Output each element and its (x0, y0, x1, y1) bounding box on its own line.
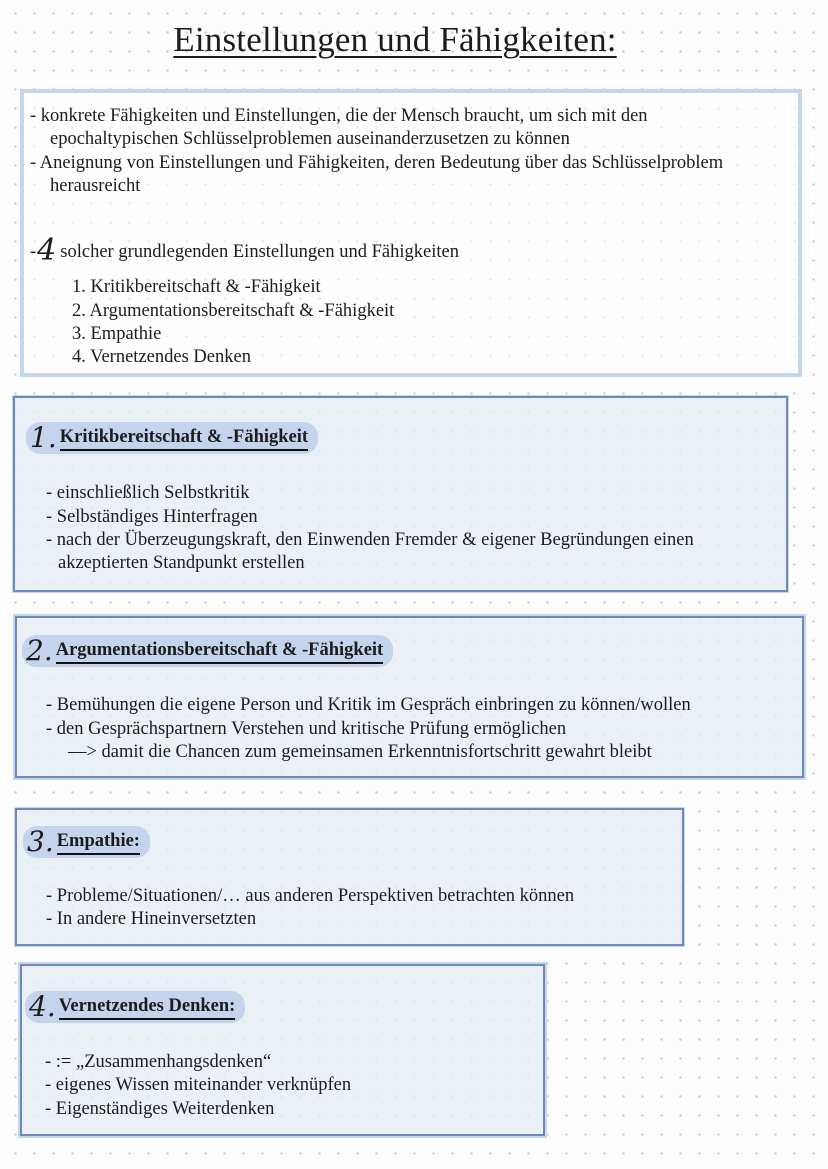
section-4-number: 4. (29, 990, 56, 1023)
section-1-line-3: - nach der Überzeugungskraft, den Einwenden Fremder & eigener Begründungen einen (46, 530, 694, 550)
section-1-line-2: - Selbständiges Hinterfragen (46, 507, 258, 527)
intro-list-item-4: 4. Vernetzendes Denken (72, 347, 251, 367)
intro-count-dash: - (30, 242, 37, 262)
section-2-line-1: - Bemühungen die eigene Person und Kritik im Gespräch einbringen zu können/wollen (46, 695, 691, 715)
section-4-line-1: - := „Zusammenhangsdenken“ (45, 1052, 272, 1072)
section-4-heading: Vernetzendes Denken: (59, 995, 236, 1020)
intro-box (20, 89, 802, 377)
intro-bullet-1-line-2: epochaltypischen Schlüsselproblemen auseinanderzusetzen zu können (50, 129, 570, 149)
section-kritikbereitschaft (13, 396, 788, 592)
intro-list-item-1: 1. Kritikbereitschaft & -Fähigkeit (72, 277, 321, 297)
intro-count-number: 4 (37, 233, 57, 268)
page-title: Einstellungen und Fähigkeiten: (173, 20, 617, 59)
section-vernetzendes-denken (20, 964, 545, 1136)
section-4-line-3: - Eigenständiges Weiterdenken (45, 1099, 275, 1119)
intro-count-text: solcher grundlegenden Einstellungen und Fähigkeiten (60, 242, 459, 262)
section-4-heading-pill (25, 991, 245, 1023)
section-3-heading-pill (23, 826, 150, 858)
section-2-number: 2. (26, 634, 53, 667)
intro-bullet-2-line-2: herausreicht (50, 176, 141, 196)
section-1-line-1: - einschließlich Selbstkritik (46, 483, 250, 503)
section-4-line-2: - eigenes Wissen miteinander verknüpfen (45, 1075, 352, 1095)
section-2-heading: Argumentationsbereitschaft & -Fähigkeit (56, 639, 383, 664)
section-2-line-3: —> damit die Chancen zum gemeinsamen Erkenntnisfortschritt gewahrt bleibt (68, 742, 652, 762)
intro-list-item-3: 3. Empathie (72, 324, 162, 344)
section-3-line-1: - Probleme/Situationen/… aus anderen Perspektiven betrachten können (46, 886, 575, 906)
intro-bullet-2-line-1: - Aneignung von Einstellungen und Fähigkeiten, deren Bedeutung über das Schlüsselproblem (30, 153, 724, 173)
section-2-heading-pill (22, 635, 393, 667)
section-3-heading: Empathie: (57, 830, 140, 855)
section-1-heading: Kritikbereitschaft & -Fähigkeit (60, 426, 308, 451)
section-2-line-2: - den Gesprächspartnern Verstehen und kritische Prüfung ermöglichen (46, 719, 567, 739)
intro-count-line (30, 233, 459, 268)
intro-list-item-2: 2. Argumentationsbereitschaft & -Fähigkeit (72, 301, 395, 321)
intro-bullet-1-line-1: - konkrete Fähigkeiten und Einstellungen, die der Mensch braucht, um sich mit den (30, 106, 648, 126)
section-1-line-4: akzeptierten Standpunkt erstellen (58, 553, 305, 573)
section-empathie (15, 808, 684, 946)
section-3-line-2: - In andere Hineinversetzten (46, 909, 257, 929)
section-1-heading-pill (26, 422, 318, 454)
section-1-number: 1. (30, 421, 57, 454)
section-3-number: 3. (27, 825, 54, 858)
section-argumentationsbereitschaft (15, 616, 804, 778)
